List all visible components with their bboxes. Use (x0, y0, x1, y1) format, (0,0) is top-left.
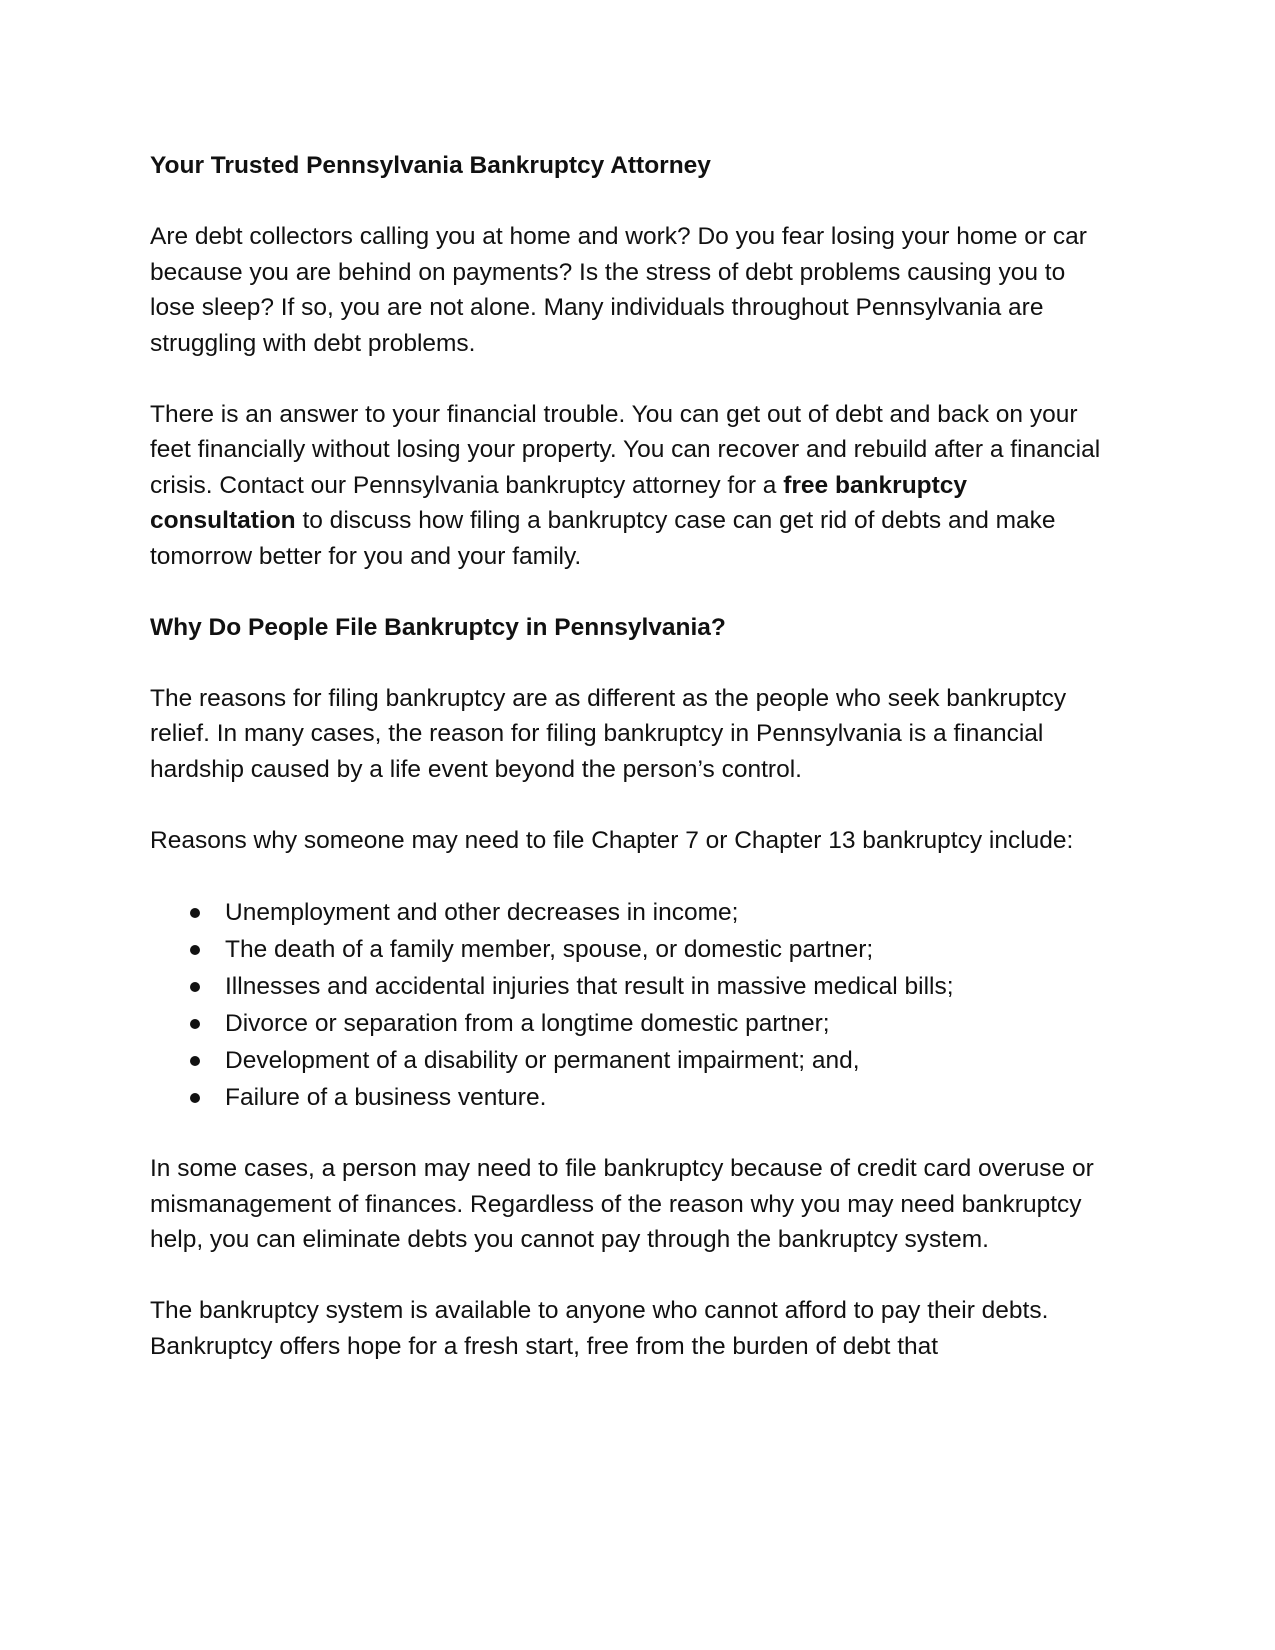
list-item (150, 1042, 1110, 1079)
bullet-icon (190, 908, 200, 918)
list-item (150, 931, 1110, 968)
bullet-icon (190, 982, 200, 992)
bullet-icon (190, 1019, 200, 1029)
reasons-paragraph: The reasons for filing bankruptcy are as different as the people who seek bankruptcy relief. In many cases, the reason for filing bankruptcy in Pennsylvania is a financial hardship caused by a life event beyond the person’s control. (150, 684, 1067, 783)
list-item-text: The death of a family member, spouse, or domestic partner; (225, 935, 874, 963)
spacer (150, 787, 1110, 823)
document-page (150, 148, 1110, 1364)
bullet-icon (190, 945, 200, 955)
spacer (150, 645, 1110, 681)
cases-paragraph: In some cases, a person may need to file bankruptcy because of credit card overuse or mismanagement of finances. Regardless of the reason why you may need bankruptcy help, you can eliminate debts you cannot pay through the bankruptcy system. (150, 1155, 1094, 1253)
free-consultation-emphasis: free bankruptcy consultation (150, 471, 968, 534)
bullet-icon (190, 1093, 200, 1103)
list-intro-paragraph: Reasons why someone may need to file Chapter 7 or Chapter 13 bankruptcy include: (150, 826, 1074, 854)
spacer (150, 184, 1110, 220)
list-item-text: Unemployment and other decreases in income; (225, 898, 739, 926)
spacer (150, 858, 1110, 894)
reasons-list (150, 894, 1110, 1116)
list-item (150, 968, 1110, 1005)
system-paragraph: The bankruptcy system is available to anyone who cannot afford to pay their debts. Bankruptcy offers hope for a fresh start, free from the burden of debt that (150, 1297, 1049, 1360)
list-item-text: Failure of a business venture. (225, 1083, 547, 1111)
page-title: Your Trusted Pennsylvania Bankruptcy Attorney (150, 152, 711, 179)
list-item-text: Divorce or separation from a longtime domestic partner; (225, 1009, 830, 1037)
list-item-text: Illnesses and accidental injuries that result in massive medical bills; (225, 972, 954, 1000)
answer-text-after: to discuss how filing a bankruptcy case can get rid of debts and make tomorrow better for you and your family. (150, 507, 1056, 570)
spacer (150, 1258, 1110, 1294)
answer-text-before: There is an answer to your financial trouble. You can get out of debt and back on your feet financially without losing your property. You can recover and rebuild after a financial crisis. Contact our Pennsylvania bankruptcy attorney for a (150, 400, 1101, 499)
list-item-text: Development of a disability or permanent impairment; and, (225, 1046, 860, 1074)
spacer (150, 361, 1110, 397)
list-item (150, 1005, 1110, 1042)
spacer (150, 1116, 1110, 1152)
answer-paragraph (150, 397, 1110, 575)
intro-paragraph: Are debt collectors calling you at home and work? Do you fear losing your home or car because you are behind on payments? Is the stress of debt problems causing you to lose sleep? If so, you are not alone. Many individuals throughout Pennsylvania are struggling with debt problems. (150, 223, 1087, 357)
bullet-icon (190, 1056, 200, 1066)
section-heading: Why Do People File Bankruptcy in Pennsylvania? (150, 613, 726, 641)
list-item (150, 1079, 1110, 1116)
spacer (150, 574, 1110, 610)
list-item (150, 894, 1110, 931)
